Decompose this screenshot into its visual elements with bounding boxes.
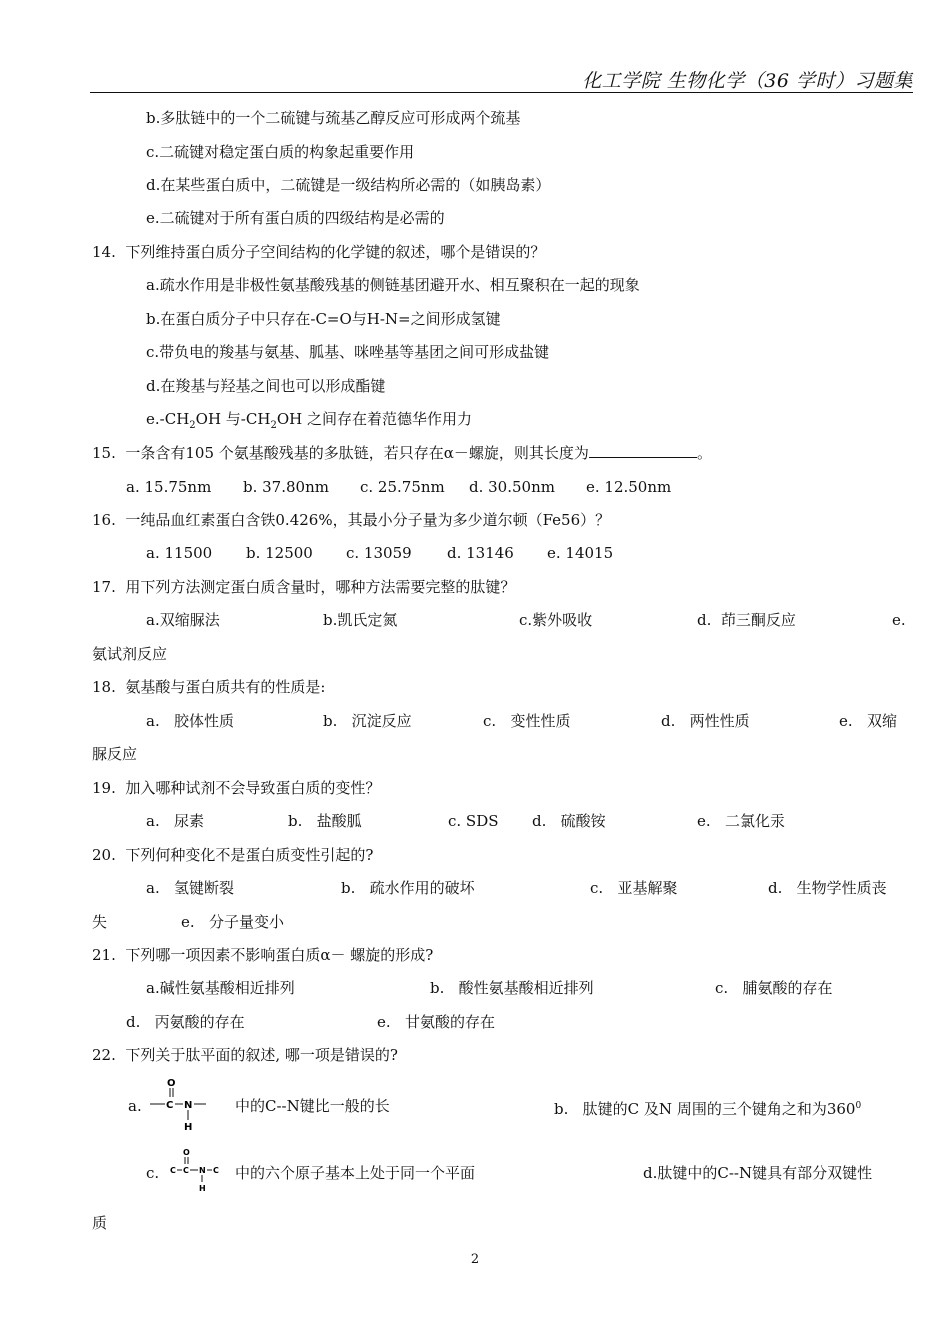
q17-option-e-cont: 氨试剂反应	[92, 645, 168, 663]
q22-option-c-text: 中的六个原子基本上处于同一个平面	[235, 1164, 476, 1182]
atom-o: O	[167, 1078, 176, 1089]
atom-c: C	[213, 1166, 219, 1175]
page-number: 2	[470, 1252, 480, 1267]
q18-option-e-cont: 脲反应	[92, 745, 138, 763]
q19-option-e: e. 二氯化汞	[697, 812, 785, 830]
q20-option-c: c. 亚基解聚	[590, 879, 678, 897]
q16-option-c: c. 13059	[346, 544, 412, 562]
q14-option-d: d.在羧基与羟基之间也可以形成酯键	[146, 377, 386, 395]
q17-stem: 17. 用下列方法测定蛋白质含量时，哪种方法需要完整的肽键？	[92, 578, 516, 596]
q22-option-a-text: 中的C--N键比一般的长	[235, 1097, 390, 1115]
q19-option-b: b. 盐酸胍	[288, 812, 362, 830]
q17-option-c: c.紫外吸收	[519, 611, 593, 629]
atom-n: N	[199, 1166, 206, 1175]
q20-option-a: a. 氢键断裂	[146, 879, 235, 897]
peptide-bond-structure-a	[148, 1074, 210, 1132]
q14-stem: 14. 下列维持蛋白质分子空间结构的化学键的叙述，哪个是错误的？	[92, 243, 546, 261]
q16-option-b: b. 12500	[246, 544, 313, 562]
q21-option-e: e. 甘氨酸的存在	[377, 1013, 495, 1031]
atom-c: C	[166, 1100, 174, 1111]
q14-option-a: a.疏水作用是非极性氨基酸残基的侧链基团避开水、相互聚积在一起的现象	[146, 276, 640, 294]
q18-option-d: d. 两性性质	[661, 712, 750, 730]
q16-option-a: a. 11500	[146, 544, 213, 562]
q21-option-d: d. 丙氨酸的存在	[126, 1013, 245, 1031]
q13-option-c: c.二硫键对稳定蛋白质的构象起重要作用	[146, 143, 415, 161]
q18-option-c: c. 变性性质	[483, 712, 571, 730]
atom-c: C	[170, 1166, 176, 1175]
q17-option-a: a.双缩脲法	[146, 611, 220, 629]
q20-stem: 20. 下列何种变化不是蛋白质变性引起的?	[92, 846, 374, 864]
q13-option-d: d.在某些蛋白质中，二硫键是一级结构所必需的（如胰岛素）	[146, 176, 551, 194]
q16-option-d: d. 13146	[447, 544, 514, 562]
header-title: 化工学院 生物化学（36 学时）习题集	[582, 70, 913, 92]
q15-option-a: a. 15.75nm	[126, 478, 212, 496]
q19-stem: 19. 加入哪种试剂不会导致蛋白质的变性？	[92, 779, 381, 797]
q15-option-b: b. 37.80nm	[243, 478, 329, 496]
q14-option-b: b.在蛋白质分子中只存在-C=O与H-N=之间形成氢键	[146, 310, 501, 328]
q18-stem: 18. 氨基酸与蛋白质共有的性质是:	[92, 678, 326, 696]
q16-stem: 16. 一纯品血红素蛋白含铁0.426%，其最小分子量为多少道尔顿（Fe56）？	[92, 511, 611, 529]
q22-option-d-cont: 质	[92, 1214, 108, 1232]
q18-option-e: e. 双缩	[839, 712, 897, 730]
atom-h: H	[199, 1184, 206, 1193]
atom-h: H	[184, 1122, 193, 1132]
q15-stem: 15. 一条含有105 个氨基酸残基的多肽链，若只存在α－螺旋，则其长度为 。	[92, 444, 712, 462]
q17-option-d: d. 茚三酮反应	[697, 611, 796, 629]
q21-option-c: c. 脯氨酸的存在	[715, 979, 833, 997]
q13-option-b: b.多肽链中的一个二硫键与巯基乙醇反应可形成两个巯基	[146, 109, 521, 127]
q15-option-d: d. 30.50nm	[469, 478, 555, 496]
q19-option-a: a. 尿素	[146, 812, 205, 830]
answer-blank	[589, 443, 697, 458]
q22-stem: 22. 下列关于肽平面的叙述, 哪一项是错误的?	[92, 1046, 398, 1064]
peptide-bond-structure-c	[168, 1146, 230, 1196]
q22-option-d: d.肽键中的C--N键具有部分双键性	[643, 1164, 873, 1182]
q14-option-e: $e.-CH_2OH$ 与$-CH_2OH$ 之间存在着范德华作用力	[146, 410, 472, 431]
q16-option-e: e. 14015	[547, 544, 614, 562]
q21-option-b: b. 酸性氨基酸相近排列	[430, 979, 594, 997]
q19-option-c: c. SDS	[448, 812, 499, 830]
q15-option-e: e. 12.50nm	[586, 478, 672, 496]
q20-option-d-cont: 失	[92, 913, 108, 931]
q13-option-e: e.二硫键对于所有蛋白质的四级结构是必需的	[146, 209, 445, 227]
q19-option-d: d. 硫酸铵	[532, 812, 606, 830]
q18-option-a: a. 胶体性质	[146, 712, 235, 730]
page-header	[90, 66, 913, 93]
q22-option-b: b. 肽键的C 及N 周围的三个键角之和为$360^0$	[554, 1100, 862, 1118]
q20-option-e: e. 分子量变小	[181, 913, 284, 931]
q22-option-a-label: a.	[128, 1097, 142, 1115]
atom-c: C	[183, 1166, 189, 1175]
q15-option-c: c. 25.75nm	[360, 478, 445, 496]
q21-stem: 21. 下列哪一项因素不影响蛋白质α－ 螺旋的形成?	[92, 946, 434, 964]
q14-option-c: c.带负电的羧基与氨基、胍基、咪唑基等基团之间可形成盐键	[146, 343, 550, 361]
q17-option-b: b.凯氏定氮	[323, 611, 398, 629]
q20-option-b: b. 疏水作用的破坏	[341, 879, 475, 897]
atom-o: O	[183, 1148, 190, 1157]
q17-option-e: e.	[892, 611, 906, 629]
q21-option-a: a.碱性氨基酸相近排列	[146, 979, 295, 997]
q20-option-d: d. 生物学性质丧	[768, 879, 887, 897]
q18-option-b: b. 沉淀反应	[323, 712, 412, 730]
q22-option-c-label: c.	[146, 1164, 160, 1182]
atom-n: N	[184, 1100, 193, 1111]
